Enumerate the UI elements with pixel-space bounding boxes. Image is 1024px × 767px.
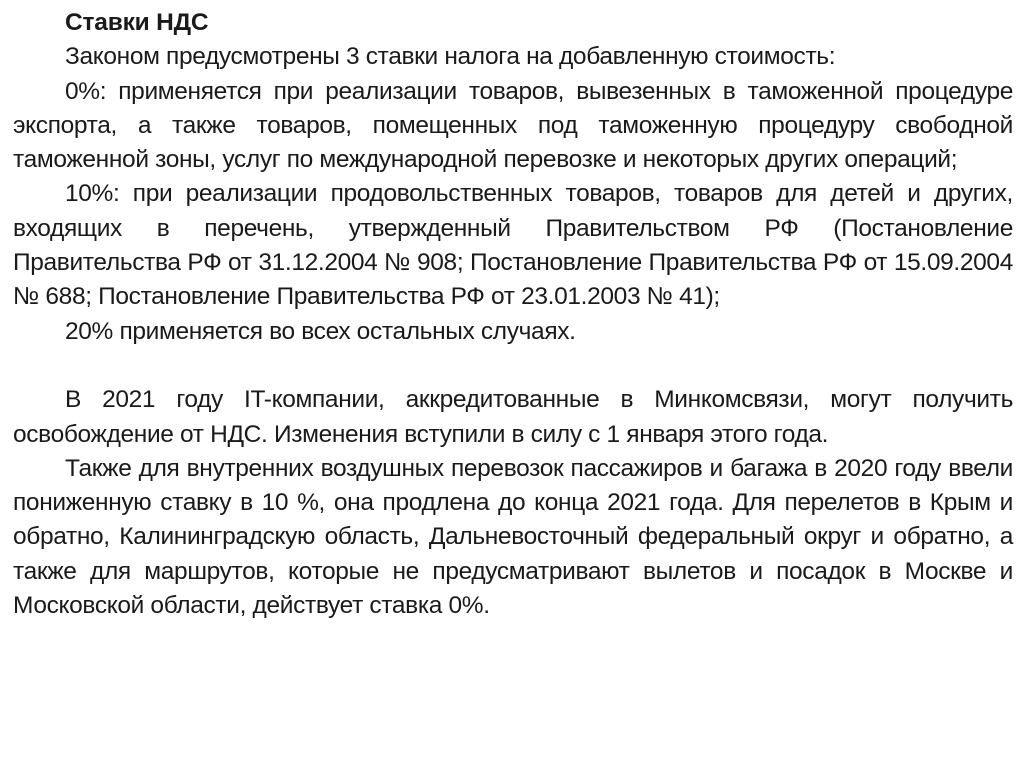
- it-exemption-paragraph: В 2021 году IT-компании, аккредитованные в Минкомсвязи, могут получить освобождение от НДС. Изменения вступили в силу с 1 января этого года.: [13, 386, 1013, 448]
- paragraph-spacer: [13, 349, 1013, 383]
- air-transport-paragraph: Также для внутренних воздушных перевозок пассажиров и багажа в 2020 году ввели пониженную ставку в 10 %, она продлена до конца 2021 года. Для перелетов в Крым и обратно, Калининградскую область, Дальневосточный федеральный округ и обратно, а также для маршрутов, которые не предусматривают вылетов и посадок в Москве и Московской области, действует ставка 0%.: [13, 454, 1013, 620]
- slide-content: [13, 6, 1013, 623]
- intro-paragraph: Законом предусмотрены 3 ставки налога на добавленную стоимость:: [65, 43, 836, 71]
- rate-20-paragraph: 20% применяется во всех остальных случаях.: [65, 317, 576, 345]
- rate-10-paragraph: 10%: при реализации продовольственных товаров, товаров для детей и других, входящих в перечень, утвержденный Правительством РФ (Постановление Правительства РФ от 31.12.2004 № 908; Постановление Правительства РФ от 15.09.2004 № 688; Постановление Правительства РФ от 23.01.2003 № 41);: [13, 180, 1013, 311]
- slide-title: Ставки НДС: [65, 9, 209, 36]
- rate-0-paragraph: 0%: применяется при реализации товаров, вывезенных в таможенной процедуре экспорта, а также товаров, помещенных под таможенную процедуру свободной таможенной зоны, услуг по международной перевозке и некоторых других операций;: [13, 77, 1013, 174]
